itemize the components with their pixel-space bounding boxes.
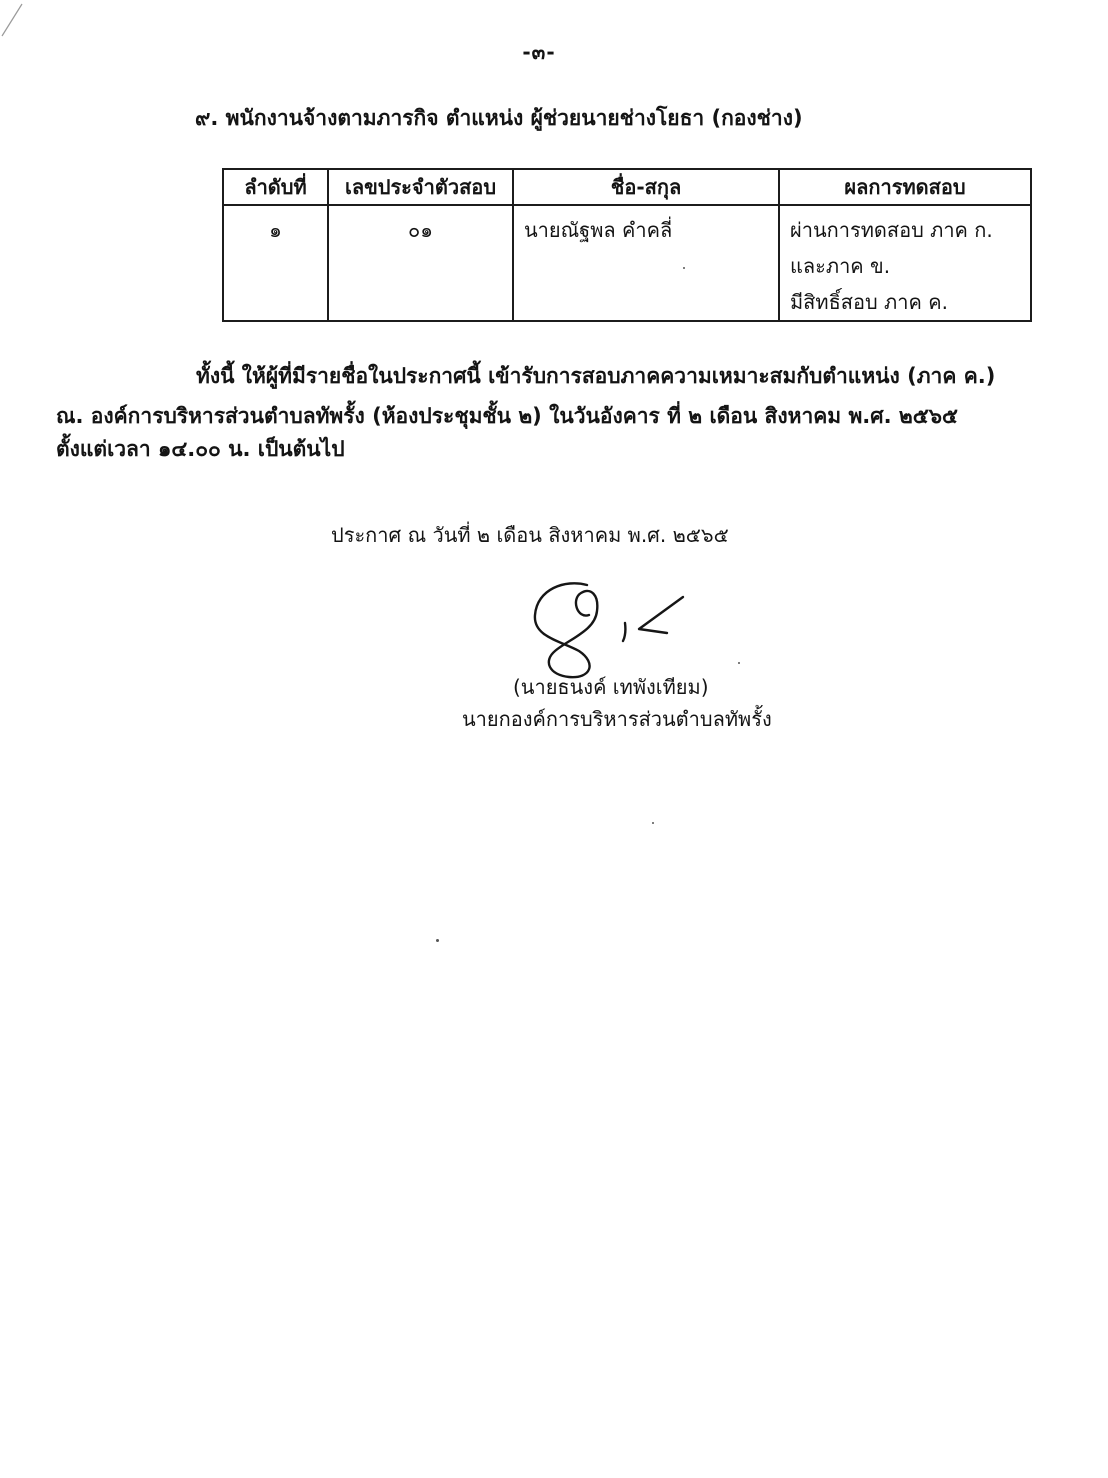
notice-line: ทั้งนี้ ให้ผู้ที่มีรายชื่อในประกาศนี้ เข้ารับการสอบภาคความเหมาะสมกับตำแหน่ง (ภาค ค.) bbox=[196, 364, 996, 388]
scan-speck bbox=[683, 267, 685, 269]
table-row bbox=[223, 205, 1031, 321]
scan-speck bbox=[436, 939, 439, 942]
cell-name: นายณัฐพล คำคลี่ bbox=[513, 205, 779, 321]
signer-name: (นายธนงค์ เทพังเทียม) bbox=[513, 675, 709, 699]
notice-line: ตั้งแต่เวลา ๑๔.๐๐ น. เป็นต้นไป bbox=[56, 437, 345, 461]
cell-exam-id: ๐๑ bbox=[328, 205, 513, 321]
column-header-name: ชื่อ-สกุล bbox=[513, 169, 779, 205]
page-number: -๓- bbox=[522, 40, 556, 64]
exam-result-table bbox=[222, 168, 1032, 322]
signer-title: นายกองค์การบริหารส่วนตำบลทัพรั้ง bbox=[462, 707, 772, 731]
notice-line: ณ. องค์การบริหารส่วนตำบลทัพรั้ง (ห้องประชุมชั้น ๒) ในวันอังคาร ที่ ๒ เดือน สิงหาคม พ.ศ. ๒๕๖๕ bbox=[56, 404, 958, 428]
cell-result bbox=[779, 205, 1031, 321]
column-header-result: ผลการทดสอบ bbox=[779, 169, 1031, 205]
section-heading: ๙. พนักงานจ้างตามภารกิจ ตำแหน่ง ผู้ช่วยนายช่างโยธา (กองช่าง) bbox=[195, 106, 803, 130]
column-header-exam-id: เลขประจำตัวสอบ bbox=[328, 169, 513, 205]
announcement-date: ประกาศ ณ วันที่ ๒ เดือน สิงหาคม พ.ศ. ๒๕๖๕ bbox=[331, 523, 729, 547]
result-line: และภาค ข. bbox=[790, 254, 891, 278]
result-line: มีสิทธิ์สอบ ภาค ค. bbox=[790, 290, 948, 314]
result-line: ผ่านการทดสอบ ภาค ก. bbox=[790, 218, 993, 242]
scan-corner-mark bbox=[0, 0, 30, 40]
handwritten-signature bbox=[525, 575, 695, 685]
scan-speck bbox=[738, 662, 740, 664]
cell-order: ๑ bbox=[223, 205, 328, 321]
scan-speck bbox=[652, 822, 654, 824]
column-header-order: ลำดับที่ bbox=[223, 169, 328, 205]
table-header-row bbox=[223, 169, 1031, 205]
